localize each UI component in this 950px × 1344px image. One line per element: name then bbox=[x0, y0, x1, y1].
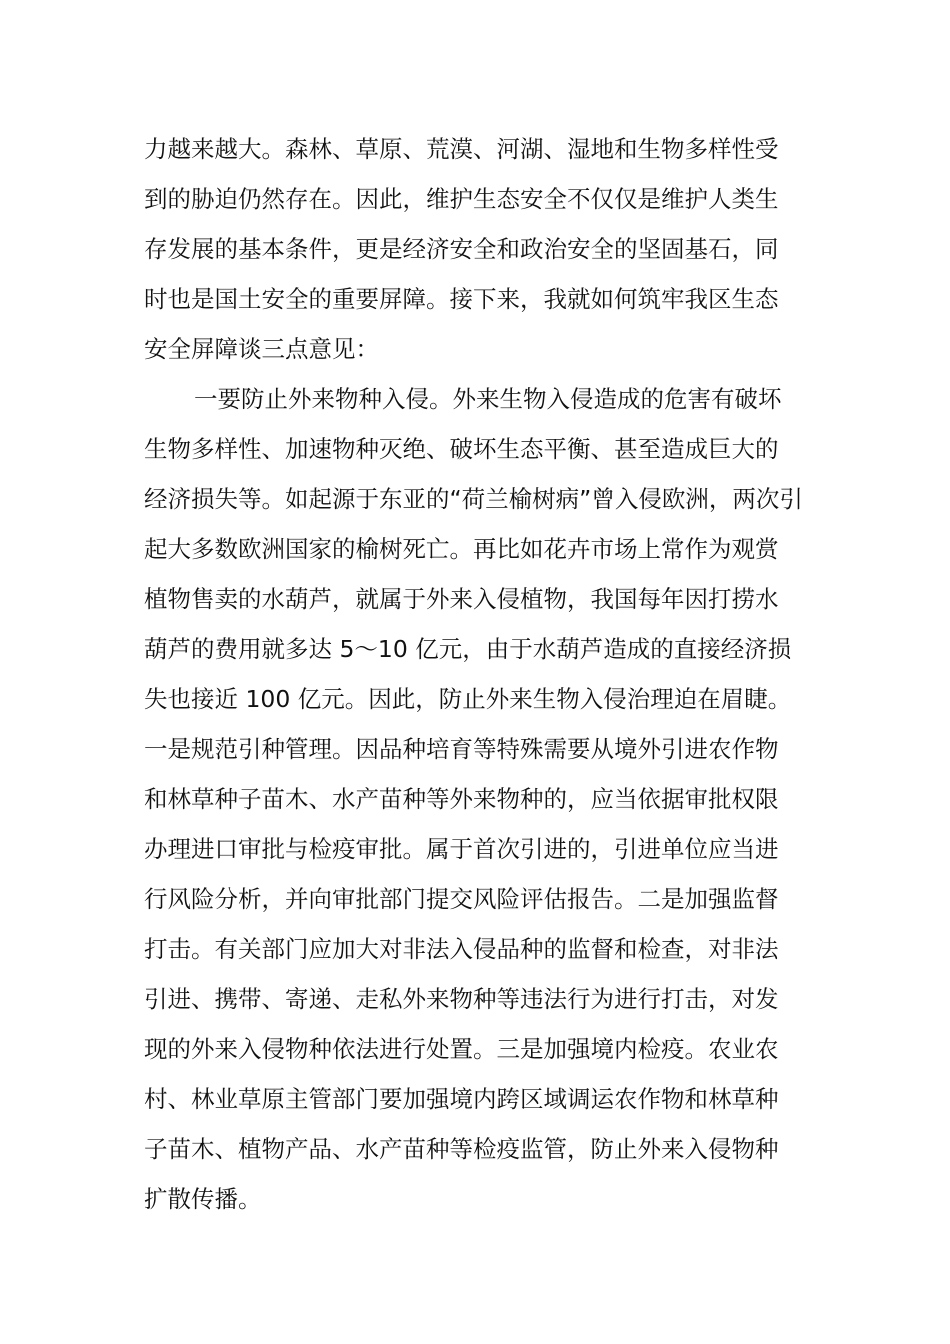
text-line: 办理进口审批与检疫审批。属于首次引进的，引进单位应当进 bbox=[144, 835, 779, 863]
text-line: 到的胁迫仍然存在。因此，维护生态安全不仅仅是维护人类生 bbox=[144, 185, 779, 213]
text-line: 打击。有关部门应加大对非法入侵品种的监督和检查，对非法 bbox=[144, 935, 779, 963]
text-line: 生物多样性、加速物种灭绝、破坏生态平衡、甚至造成巨大的 bbox=[144, 435, 779, 463]
text-line: 行风险分析，并向审批部门提交风险评估报告。二是加强监督 bbox=[144, 885, 779, 913]
text-line: 扩散传播。 bbox=[144, 1185, 262, 1213]
text-line: 植物售卖的水葫芦，就属于外来入侵植物，我国每年因打捞水 bbox=[144, 585, 779, 613]
text-line: 引进、携带、寄递、走私外来物种等违法行为进行打击，对发 bbox=[144, 985, 779, 1013]
text-line: 存发展的基本条件，更是经济安全和政治安全的坚固基石，同 bbox=[144, 235, 779, 263]
text-line: 起大多数欧洲国家的榆树死亡。再比如花卉市场上常作为观赏 bbox=[144, 535, 779, 563]
text-line: 现的外来入侵物种依法进行处置。三是加强境内检疫。农业农 bbox=[144, 1035, 779, 1063]
text-line: 村、林业草原主管部门要加强境内跨区域调运农作物和林草种 bbox=[144, 1085, 779, 1113]
text-line: 失也接近 100 亿元。因此，防止外来生物入侵治理迫在眉睫。 bbox=[144, 685, 792, 713]
text-line: 经济损失等。如起源于东亚的“荷兰榆树病”曾入侵欧洲，两次引 bbox=[144, 485, 803, 513]
text-line: 一是规范引种管理。因品种培育等特殊需要从境外引进农作物 bbox=[144, 735, 779, 763]
text-line: 时也是国土安全的重要屏障。接下来，我就如何筑牢我区生态 bbox=[144, 285, 779, 313]
paragraph-first-line: 一要防止外来物种入侵。外来生物入侵造成的危害有破坏 bbox=[194, 385, 782, 413]
text-line: 力越来越大。森林、草原、荒漠、河湖、湿地和生物多样性受 bbox=[144, 135, 779, 163]
text-line: 葫芦的费用就多达 5～10 亿元，由于水葫芦造成的直接经济损 bbox=[144, 635, 792, 663]
text-line: 安全屏障谈三点意见： bbox=[144, 335, 379, 363]
text-line: 和林草种子苗木、水产苗种等外来物种的，应当依据审批权限 bbox=[144, 785, 779, 813]
text-line: 子苗木、植物产品、水产苗种等检疫监管，防止外来入侵物种 bbox=[144, 1135, 779, 1163]
